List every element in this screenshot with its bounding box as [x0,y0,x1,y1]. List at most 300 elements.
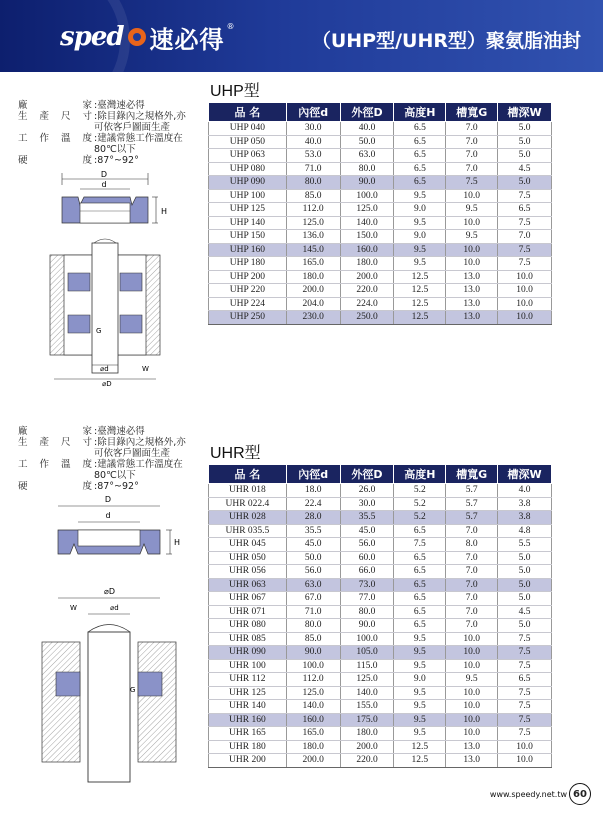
dimension-cell: 4.5 [498,605,552,619]
dimension-cell: 12.5 [394,740,446,754]
brand-logo [60,22,235,52]
dimension-cell: 45.0 [340,524,394,538]
dimension-cell: 67.0 [286,592,340,606]
dimension-cell: 9.5 [394,659,446,673]
dimension-cell: 7.0 [446,162,498,176]
dimension-cell: 9.0 [394,203,446,217]
dimension-cell: 22.4 [286,497,340,511]
table-row [209,297,552,311]
dimension-cell: 10.0 [446,632,498,646]
dimension-cell: 9.5 [394,713,446,727]
dimension-cell: 125.0 [286,686,340,700]
dimension-cell: 200.0 [286,284,340,298]
table-row [209,257,552,271]
spec-value: 除目錄內之規格外,亦 [97,437,186,448]
dimension-cell: 7.5 [498,727,552,741]
dimension-cell: 50.0 [286,551,340,565]
part-number-cell: UHR 125 [209,686,287,700]
dimension-cell: 9.5 [446,673,498,687]
dimension-cell: 30.0 [340,497,394,511]
dimension-cell: 3.8 [498,497,552,511]
dimension-cell: 90.0 [286,646,340,660]
dimension-cell: 6.5 [394,619,446,633]
dimension-cell: 200.0 [340,740,394,754]
dimension-cell: 90.0 [340,176,394,190]
dimension-cell: 9.5 [394,257,446,271]
dimension-cell: 6.5 [394,122,446,136]
dimension-cell: 63.0 [286,578,340,592]
dimension-cell: 9.5 [446,230,498,244]
uhr-dim-phi-d: ⌀d [110,604,119,612]
dimension-cell: 7.5 [498,713,552,727]
dimension-cell: 5.0 [498,619,552,633]
dimension-cell: 7.0 [446,149,498,163]
column-header: 內徑d [286,465,340,484]
page-number: 60 [569,783,591,805]
spec-row [18,437,186,448]
uhp-dim-H: H [161,207,168,216]
dimension-cell: 80.0 [286,619,340,633]
dimension-cell: 7.5 [498,189,552,203]
column-header: 槽寬G [446,465,498,484]
dimension-cell: 5.7 [446,484,498,498]
dimension-cell: 40.0 [286,135,340,149]
table-row [209,700,552,714]
dimension-cell: 9.5 [394,189,446,203]
table-row [209,619,552,633]
part-number-cell: UHR 165 [209,727,287,741]
uhp-dim-G: G [96,327,102,335]
dimension-cell: 165.0 [286,257,340,271]
column-header: 外徑D [340,103,394,122]
dimension-cell: 13.0 [446,270,498,284]
table-row [209,659,552,673]
table-row [209,270,552,284]
part-number-cell: UHR 160 [209,713,287,727]
dimension-cell: 28.0 [286,511,340,525]
part-number-cell: UHR 080 [209,619,287,633]
spec-value-continued: 80℃以下 [94,470,136,481]
spec-value: 87°~92° [97,481,139,492]
part-number-cell: UHP 100 [209,189,287,203]
part-number-cell: UHP 080 [209,162,287,176]
dimension-cell: 80.0 [286,176,340,190]
dimension-cell: 10.0 [498,311,552,325]
dimension-cell: 12.5 [394,297,446,311]
part-number-cell: UHP 160 [209,243,287,257]
dimension-cell: 4.5 [498,162,552,176]
dimension-cell: 204.0 [286,297,340,311]
column-header: 外徑D [340,465,394,484]
dimension-cell: 100.0 [340,189,394,203]
part-number-cell: UHP 140 [209,216,287,230]
uhp-table [208,102,552,325]
dimension-cell: 13.0 [446,311,498,325]
column-header: 槽深W [498,465,552,484]
dimension-cell: 5.7 [446,511,498,525]
uhr-dim-D: D [104,495,112,504]
table-row [209,524,552,538]
uhr-dim-G: G [130,686,136,694]
dimension-cell: 9.0 [394,673,446,687]
part-number-cell: UHR 056 [209,565,287,579]
dimension-cell: 5.0 [498,565,552,579]
dimension-cell: 10.0 [446,216,498,230]
website-link[interactable]: www.speedy.net.tw [489,790,567,799]
dimension-cell: 7.0 [446,135,498,149]
dimension-cell: 13.0 [446,754,498,768]
registered-mark: ® [226,22,235,31]
dimension-cell: 224.0 [340,297,394,311]
dimension-cell: 125.0 [340,673,394,687]
spec-value: 除目錄內之規格外,亦 [97,111,186,122]
dimension-cell: 56.0 [286,565,340,579]
dimension-cell: 60.0 [340,551,394,565]
dimension-cell: 125.0 [340,203,394,217]
dimension-cell: 250.0 [340,311,394,325]
dimension-cell: 7.5 [394,538,446,552]
dimension-cell: 105.0 [340,646,394,660]
spec-row [18,426,186,437]
dimension-cell: 7.5 [498,700,552,714]
dimension-cell: 7.0 [446,565,498,579]
dimension-cell: 5.0 [498,135,552,149]
dimension-cell: 220.0 [340,284,394,298]
dimension-cell: 40.0 [340,122,394,136]
dimension-cell: 35.5 [286,524,340,538]
dimension-cell: 6.5 [498,673,552,687]
dimension-cell: 6.5 [394,551,446,565]
table-row [209,727,552,741]
table-row [209,203,552,217]
table-row [209,740,552,754]
dimension-cell: 9.5 [394,243,446,257]
spec-row [18,133,186,144]
dimension-cell: 200.0 [340,270,394,284]
dimension-cell: 5.2 [394,497,446,511]
dimension-cell: 10.0 [446,659,498,673]
dimension-cell: 145.0 [286,243,340,257]
part-number-cell: UHR 085 [209,632,287,646]
dimension-cell: 4.0 [498,484,552,498]
dimension-cell: 13.0 [446,740,498,754]
table-row [209,162,552,176]
table-row [209,605,552,619]
dimension-cell: 9.5 [394,646,446,660]
dimension-cell: 5.2 [394,511,446,525]
dimension-cell: 7.5 [498,216,552,230]
page-title: （UHP型/UHR型）聚氨脂油封 [311,30,581,52]
part-number-cell: UHR 018 [209,484,287,498]
dimension-cell: 112.0 [286,673,340,687]
dimension-cell: 9.5 [394,216,446,230]
dimension-cell: 7.0 [446,592,498,606]
spec-row [18,100,186,111]
dimension-cell: 200.0 [286,754,340,768]
dimension-cell: 6.5 [394,149,446,163]
part-number-cell: UHR 200 [209,754,287,768]
dimension-cell: 12.5 [394,270,446,284]
dimension-cell: 77.0 [340,592,394,606]
spec-colon: : [94,133,98,144]
uhp-spec-block [18,100,186,166]
dimension-cell: 180.0 [340,257,394,271]
spec-colon: : [94,481,98,492]
table-row [209,673,552,687]
dimension-cell: 5.0 [498,592,552,606]
uhr-table [208,464,552,768]
part-number-cell: UHR 090 [209,646,287,660]
dimension-cell: 9.5 [394,727,446,741]
table-row [209,484,552,498]
dimension-cell: 10.0 [498,754,552,768]
spec-value-continued: 80℃以下 [94,144,136,155]
dimension-cell: 10.0 [446,686,498,700]
dimension-cell: 165.0 [286,727,340,741]
dimension-cell: 80.0 [340,605,394,619]
dimension-cell: 56.0 [340,538,394,552]
table-row [209,713,552,727]
dimension-cell: 5.0 [498,149,552,163]
column-header: 槽寬G [446,103,498,122]
dimension-cell: 5.2 [394,484,446,498]
uhp-diagram [40,165,180,390]
spec-value-continued: 可依客戶圖面生產 [94,122,171,133]
table-row [209,230,552,244]
header-banner [0,0,603,72]
dimension-cell: 180.0 [286,740,340,754]
part-number-cell: UHR 022.4 [209,497,287,511]
part-number-cell: UHP 250 [209,311,287,325]
part-number-cell: UHR 112 [209,673,287,687]
part-number-cell: UHR 071 [209,605,287,619]
dimension-cell: 140.0 [286,700,340,714]
dimension-cell: 90.0 [340,619,394,633]
spec-colon: : [94,155,98,166]
dimension-cell: 9.5 [394,700,446,714]
dimension-cell: 5.0 [498,551,552,565]
dimension-cell: 7.5 [498,632,552,646]
column-header: 高度H [394,103,446,122]
dimension-cell: 71.0 [286,162,340,176]
dimension-cell: 7.0 [446,551,498,565]
dimension-cell: 7.0 [446,524,498,538]
dimension-cell: 18.0 [286,484,340,498]
brand-cjk: 速必得 [149,25,225,54]
table-row [209,311,552,325]
dimension-cell: 63.0 [340,149,394,163]
dimension-cell: 7.5 [446,176,498,190]
spec-value: 建議常態工作溫度在 [97,133,183,144]
dimension-cell: 112.0 [286,203,340,217]
uhp-dim-d: d [101,180,107,189]
dimension-cell: 7.0 [498,230,552,244]
column-header: 內徑d [286,103,340,122]
dimension-cell: 100.0 [286,659,340,673]
table-row [209,497,552,511]
dimension-cell: 6.5 [394,592,446,606]
spec-label: 廠 家 [18,426,92,437]
dimension-cell: 50.0 [340,135,394,149]
table-row [209,565,552,579]
dimension-cell: 10.0 [498,270,552,284]
uhp-dim-W: W [142,365,149,373]
spec-label: 生產尺寸 [18,437,92,448]
dimension-cell: 115.0 [340,659,394,673]
table-row [209,686,552,700]
part-number-cell: UHR 180 [209,740,287,754]
part-number-cell: UHP 150 [209,230,287,244]
dimension-cell: 6.5 [394,578,446,592]
dimension-cell: 66.0 [340,565,394,579]
spec-value: 87°~92° [97,155,139,166]
spec-value: 建議常態工作溫度在 [97,459,183,470]
spec-label: 工作溫度 [18,133,92,144]
dimension-cell: 6.5 [394,162,446,176]
table-row [209,189,552,203]
dimension-cell: 230.0 [286,311,340,325]
dimension-cell: 5.0 [498,578,552,592]
dimension-cell: 5.0 [498,122,552,136]
dimension-cell: 10.0 [446,257,498,271]
uhp-table-header [209,103,552,122]
dimension-cell: 80.0 [340,162,394,176]
dimension-cell: 12.5 [394,284,446,298]
dimension-cell: 10.0 [446,727,498,741]
dimension-cell: 10.0 [498,297,552,311]
part-number-cell: UHR 067 [209,592,287,606]
part-number-cell: UHP 063 [209,149,287,163]
dimension-cell: 4.8 [498,524,552,538]
table-row [209,632,552,646]
part-number-cell: UHR 028 [209,511,287,525]
spec-value: 臺灣速必得 [97,100,145,111]
dimension-cell: 71.0 [286,605,340,619]
table-row [209,592,552,606]
dimension-cell: 30.0 [286,122,340,136]
part-number-cell: UHR 100 [209,659,287,673]
dimension-cell: 5.5 [498,538,552,552]
uhr-dim-W: W [70,604,77,612]
dimension-cell: 12.5 [394,311,446,325]
part-number-cell: UHR 045 [209,538,287,552]
table-row [209,216,552,230]
dimension-cell: 140.0 [340,686,394,700]
dimension-cell: 85.0 [286,189,340,203]
spec-value: 臺灣速必得 [97,426,145,437]
dimension-cell: 10.0 [446,243,498,257]
spec-label: 廠 家 [18,100,92,111]
dimension-cell: 3.8 [498,511,552,525]
dimension-cell: 6.5 [394,524,446,538]
brand-mark-icon [128,28,146,46]
dimension-cell: 10.0 [446,713,498,727]
part-number-cell: UHR 035.5 [209,524,287,538]
dimension-cell: 7.0 [446,605,498,619]
spec-colon: : [94,100,98,111]
dimension-cell: 9.5 [394,686,446,700]
dimension-cell: 53.0 [286,149,340,163]
dimension-cell: 180.0 [286,270,340,284]
uhr-section-title: UHR型 [210,445,261,462]
uhr-diagram [38,492,183,792]
dimension-cell: 7.5 [498,659,552,673]
dimension-cell: 10.0 [498,284,552,298]
dimension-cell: 10.0 [446,646,498,660]
part-number-cell: UHP 224 [209,297,287,311]
column-header: 槽深W [498,103,552,122]
table-row [209,243,552,257]
dimension-cell: 7.0 [446,619,498,633]
dimension-cell: 136.0 [286,230,340,244]
part-number-cell: UHP 200 [209,270,287,284]
uhr-table-header [209,465,552,484]
dimension-cell: 9.5 [394,632,446,646]
dimension-cell: 150.0 [340,230,394,244]
dimension-cell: 10.0 [446,189,498,203]
dimension-cell: 26.0 [340,484,394,498]
dimension-cell: 100.0 [340,632,394,646]
dimension-cell: 6.5 [394,135,446,149]
dimension-cell: 6.5 [394,565,446,579]
dimension-cell: 13.0 [446,284,498,298]
table-row [209,176,552,190]
dimension-cell: 85.0 [286,632,340,646]
dimension-cell: 180.0 [340,727,394,741]
dimension-cell: 6.5 [498,203,552,217]
spec-colon: : [94,426,98,437]
spec-label: 生產尺寸 [18,111,92,122]
uhr-spec-block [18,426,186,492]
dimension-cell: 160.0 [286,713,340,727]
dimension-cell: 45.0 [286,538,340,552]
part-number-cell: UHP 050 [209,135,287,149]
spec-row [18,111,186,122]
part-number-cell: UHR 063 [209,578,287,592]
table-row [209,122,552,136]
dimension-cell: 6.5 [394,605,446,619]
uhr-dim-phi-D: ⌀D [104,587,115,596]
table-row [209,284,552,298]
dimension-cell: 160.0 [340,243,394,257]
dimension-cell: 8.0 [446,538,498,552]
spec-value-continued: 可依客戶圖面生產 [94,448,171,459]
table-row [209,149,552,163]
part-number-cell: UHP 220 [209,284,287,298]
dimension-cell: 35.5 [340,511,394,525]
dimension-cell: 5.7 [446,497,498,511]
part-number-cell: UHP 125 [209,203,287,217]
table-row [209,754,552,768]
column-header: 品 名 [209,465,287,484]
part-number-cell: UHR 140 [209,700,287,714]
spec-label: 硬 度 [18,155,92,166]
uhr-dim-d: d [105,511,111,520]
dimension-cell: 155.0 [340,700,394,714]
spec-colon: : [94,459,98,470]
dimension-cell: 125.0 [286,216,340,230]
spec-label: 硬 度 [18,481,92,492]
dimension-cell: 140.0 [340,216,394,230]
dimension-cell: 10.0 [446,700,498,714]
dimension-cell: 9.0 [394,230,446,244]
dimension-cell: 7.5 [498,243,552,257]
dimension-cell: 7.5 [498,257,552,271]
part-number-cell: UHP 180 [209,257,287,271]
table-row [209,578,552,592]
uhp-dim-phi-d: ⌀d [100,365,109,373]
spec-label: 工作溫度 [18,459,92,470]
